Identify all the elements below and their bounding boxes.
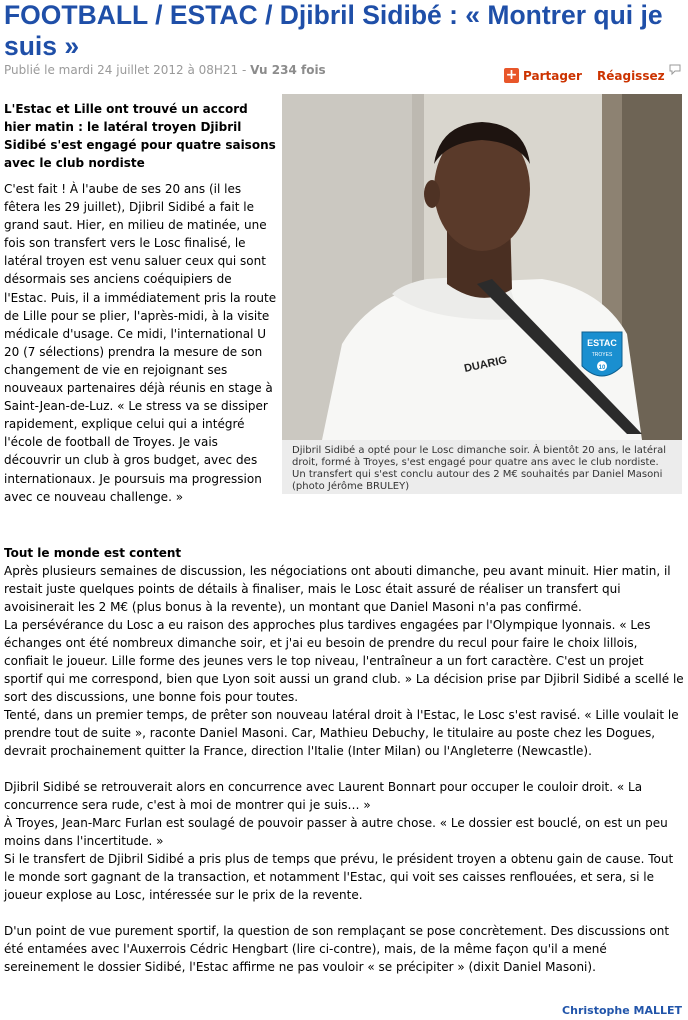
svg-text:ESTAC: ESTAC <box>587 338 617 348</box>
svg-text:10: 10 <box>598 365 606 371</box>
comment-icon[interactable] <box>668 62 682 76</box>
paragraph-5: À Troyes, Jean-Marc Furlan est soulagé de pouvoir passer à autre chose. « Le dossier est bouclé, on est un peu moins dans l'incertitude. » <box>4 816 668 848</box>
player-photo <box>282 94 682 440</box>
paragraph-1: Après plusieurs semaines de discussion, les négociations ont abouti dimanche, peu avant minuit. Hier matin, il restait juste quelques points de détails à finaliser, mais le Losc était assuré de réaliser un transfert qui avoisinerait les 2 M€ (plus bonus à la revente), un montant que Daniel Masoni n'a pas confirmé. <box>4 564 671 614</box>
estac-badge <box>582 332 622 376</box>
subheading: Tout le monde est content <box>4 546 182 560</box>
share-label: Partager <box>523 68 582 83</box>
player-illustration <box>282 94 682 440</box>
author-name: Christophe MALLET <box>562 1004 682 1017</box>
react-link[interactable]: Réagissez <box>597 69 665 83</box>
article-title: FOOTBALL / ESTAC / Djibril Sidibé : « Montrer qui je suis » <box>4 0 663 61</box>
article-meta <box>4 63 326 77</box>
paragraph-4: Djibril Sidibé se retrouverait alors en concurrence avec Laurent Bonnart pour occuper le couloir droit. « La concurrence sera rude, c'est à moi de montrer qui je suis… » <box>4 780 643 812</box>
plus-icon: + <box>505 67 518 83</box>
publish-date: Publié le mardi 24 juillet 2012 à 08H21 - <box>4 63 247 77</box>
share-button[interactable] <box>504 68 582 83</box>
paragraph-6: Si le transfert de Djibril Sidibé a pris plus de temps que prévu, le président troyen a obtenu gain de cause. Tout le monde sort gagnant de la transaction, et notamment l'Estac, qui voit ses caisses renflouées, et sera, si le joueur explose au Losc, intéressée sur le prix de la revente. <box>4 852 674 902</box>
article-lead-text: C'est fait ! À l'aube de ses 20 ans (il les fêtera les 29 juillet), Djibril Sidibé a fait le grand saut. Hier, en milieu de matinée, une fois son transfert vers le Losc finalisé, le latéral troyen est venu saluer ceux qui sont désormais ses anciens coéquipiers de l'Estac. Puis, il a immédiatement pris la route de Lille pour se plier, l'après-midi, à la visite médicale d'usage. Ce midi, l'international U 20 (7 sélections) prendra la mesure de son changement de vie en rejoignant ses nouveaux partenaires déjà réunis en stage à Saint-Jean-de-Luz. « Le stress va se dissiper rapidement, explique celui qui a intégré l'école de football de Troyes. Je vais découvrir un club à gros budget, avec des internationaux. Je poursuis ma progression avec ce nouveau challenge. » <box>4 182 277 504</box>
svg-text:TROYES: TROYES <box>591 352 613 358</box>
shirt-brand: DUARIG <box>463 354 509 375</box>
article-body <box>4 544 684 976</box>
paragraph-3: Tenté, dans un premier temps, de prêter son nouveau latéral droit à l'Estac, le Losc s'est ravisé. « Lille voulait le prendre tout de suite », raconte Daniel Masoni. Car, Mathieu Debuchy, le titulaire au poste chez les Dogues, devrait prochainement quitter la France, direction l'Italie (Inter Milan) ou l'Angleterre (Newcastle). <box>4 708 679 758</box>
article-intro: L'Estac et Lille ont trouvé un accord hier matin : le latéral troyen Djibril Sidibé s'est engagé pour quatre saisons avec le club nordiste <box>4 102 276 170</box>
photo-caption: Djibril Sidibé a opté pour le Losc dimanche soir. À bientôt 20 ans, le latéral droit, formé à Troyes, s'est engagé pour quatre ans avec le club nordiste. Un transfert qui s'est conclu autour des 2 M€ souhaités par Daniel Masoni (photo Jérôme BRULEY) <box>282 440 682 494</box>
view-count: Vu 234 fois <box>250 63 326 77</box>
paragraph-7: D'un point de vue purement sportif, la question de son remplaçant se pose concrètement. Des discussions ont été entamées avec l'Auxerrois Cédric Hengbart (lire ci-contre), mais, de la même façon qu'il a mené sereinement le dossier Sidibé, l'Estac affirme ne pas vouloir « se précipiter » (dixit Daniel Masoni). <box>4 924 670 974</box>
paragraph-2: La persévérance du Losc a eu raison des approches plus tardives engagées par l'Olympique lyonnais. « Les échanges ont été nombreux dimanche soir, et j'ai eu besoin de prendre du recul pour faire le choix lillois, confiait le joueur. Lille forme des jeunes vers le top niveau, l'entraîneur a un fort caractère. C'est un projet sportif qui me correspond, bien que Lyon soit aussi un grand club. » La décision prise par Djibril Sidibé a scellé le sort des discussions, une bonne fois pour toutes. <box>4 618 684 704</box>
